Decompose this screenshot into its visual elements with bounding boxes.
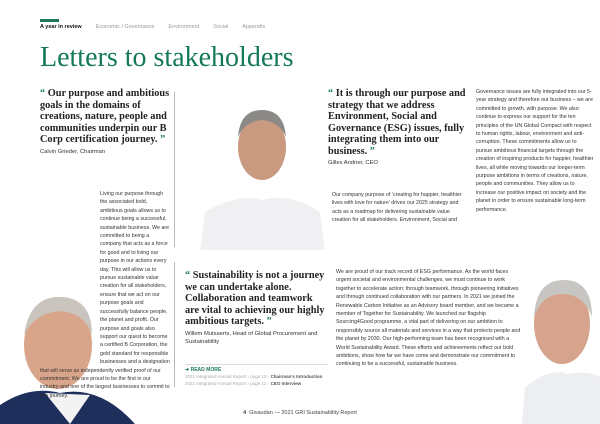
chairman-quote: Our purpose and ambitious goals in the domains of creations, nature, people and communities underpin our B Corp certification journey. — [40, 88, 170, 145]
nav-appendix[interactable]: Appendix — [242, 24, 266, 30]
ceo-quote: It is through our purpose and strategy that we address Environment, Social and Governance (ESG) issues, fully integrating them into our business. — [328, 88, 466, 157]
nav-a-year-in-review[interactable]: A year in review — [40, 24, 82, 30]
chairman-letter-text: Living our purpose through the associated bold, ambitious goals allows us to continue being a successful, sustainable business. We are committed to being a company that acts as a force for good and to living our purpose in our actions every day. This will allow us to pursue sustainable value creation for all stakeholders, ensure that we act on our purpose goals and successfully balance people, the planet and profit. Our purpose and goals also support our quest to become a certified B Corporation, the gold standard for responsible businesses and a designation that will serve as independently verified proof of our commitment. We are proud to be the first in our industry and one of the largest businesses to commit to this journey. — [40, 191, 170, 399]
ceo-author: Gilles Andrier, CEO — [328, 160, 378, 166]
close-quote-icon: ” — [157, 134, 166, 145]
ceo-quote-block — [328, 88, 470, 167]
ceo-photo — [200, 92, 325, 250]
open-quote-icon: “ — [185, 270, 193, 281]
reference-link[interactable] — [185, 380, 330, 387]
ceo-letter-part2: Governance issues are fully integrated into our 5-year strategy and therefore our business – we are committed to growth, with purpose. We also continue to express our support for the ten principles of the UN Global Compact with respect to human rights, labour, environment and anti-corruption. These commitments allow us to pursue ambitious financial targets through the creation of inspiring products for happier, healthier lives, all while moving towards our longer-term purpose ambitions in terms of creations, nature, people and communities. They allow us to increase our positive impact on society and the planet in order to ensure sustainable long-term performance. — [476, 89, 594, 213]
reference-prefix: 2021 Integrated Annual Report › page 12 › — [185, 381, 271, 386]
ceo-letter-part1: Our company purpose of ‘creating for happier, healthier lives with love for nature’ drives our 2025 strategy and acts as a roadmap for delivering sustainable value creation for all stakeholders. Environment, Social and — [332, 192, 462, 224]
divider — [174, 92, 175, 247]
procurement-quote: Sustainability is not a journey we can undertake alone. Collaboration and teamwork are vital to achieving our highly ambitious targets. — [185, 270, 325, 327]
chairman-quote-block — [40, 88, 172, 156]
divider — [174, 262, 175, 387]
chairman-author: Calvin Grieder, Chairman — [40, 148, 106, 155]
procurement-letter: We are proud of our track record of ESG performance. As the world faces urgent societal and environmental challenges, we must continue to work together to accelerate action: through teamwork, through pioneering initiatives and through continued collaboration with our partners. In 2021 we joined the Renewable Carbon Initiative as an Advisory board member, and we became a member of Together for Sustainability. We launched our flagship Sourcing4Good programme, a vital part of delivering on our ambition to responsibly source all materials and services in a way that protects people and the planet by 2030. Our high-performing team has been recognised with a World Sustainability Award. These efforts and achievements reflect our bold ambitions, show how far we have come and demonstrate our commitment to continuing to be a successful, sustainable business. — [336, 269, 521, 368]
close-quote-icon: ” — [263, 316, 272, 327]
open-quote-icon: “ — [328, 88, 336, 99]
close-quote-icon: ” — [367, 145, 375, 157]
top-nav — [40, 24, 265, 30]
reference-prefix: 2021 Integrated Annual Report › page 10 › — [185, 374, 271, 379]
reference-link-ceo[interactable]: CEO Interview — [270, 381, 302, 386]
divider — [185, 364, 328, 365]
nav-social[interactable]: Social — [213, 24, 229, 30]
page-number: 4 — [243, 410, 247, 416]
footer-text: Givaudan — 2021 GRI Sustainability Report — [249, 410, 357, 416]
page-title: Letters to stakeholders — [40, 42, 294, 73]
arrow-circle-icon: ➜ — [185, 367, 191, 373]
nav-economic-governance[interactable]: Economic / Governance — [95, 24, 155, 30]
procurement-photo — [522, 262, 600, 424]
procurement-author: Willem Mutsaerts, Head of Global Procurement and Sustainability — [185, 330, 318, 345]
nav-environment[interactable]: Environment — [168, 24, 200, 30]
open-quote-icon: “ — [40, 88, 48, 99]
read-more-label: READ MORE — [190, 367, 222, 373]
reference-link-chairman[interactable]: Chairman's Introduction — [270, 374, 323, 379]
procurement-quote-block — [185, 270, 328, 346]
read-more-block — [185, 367, 330, 387]
reference-link[interactable] — [185, 373, 330, 380]
chairman-letter — [40, 190, 170, 400]
footer — [0, 410, 600, 416]
